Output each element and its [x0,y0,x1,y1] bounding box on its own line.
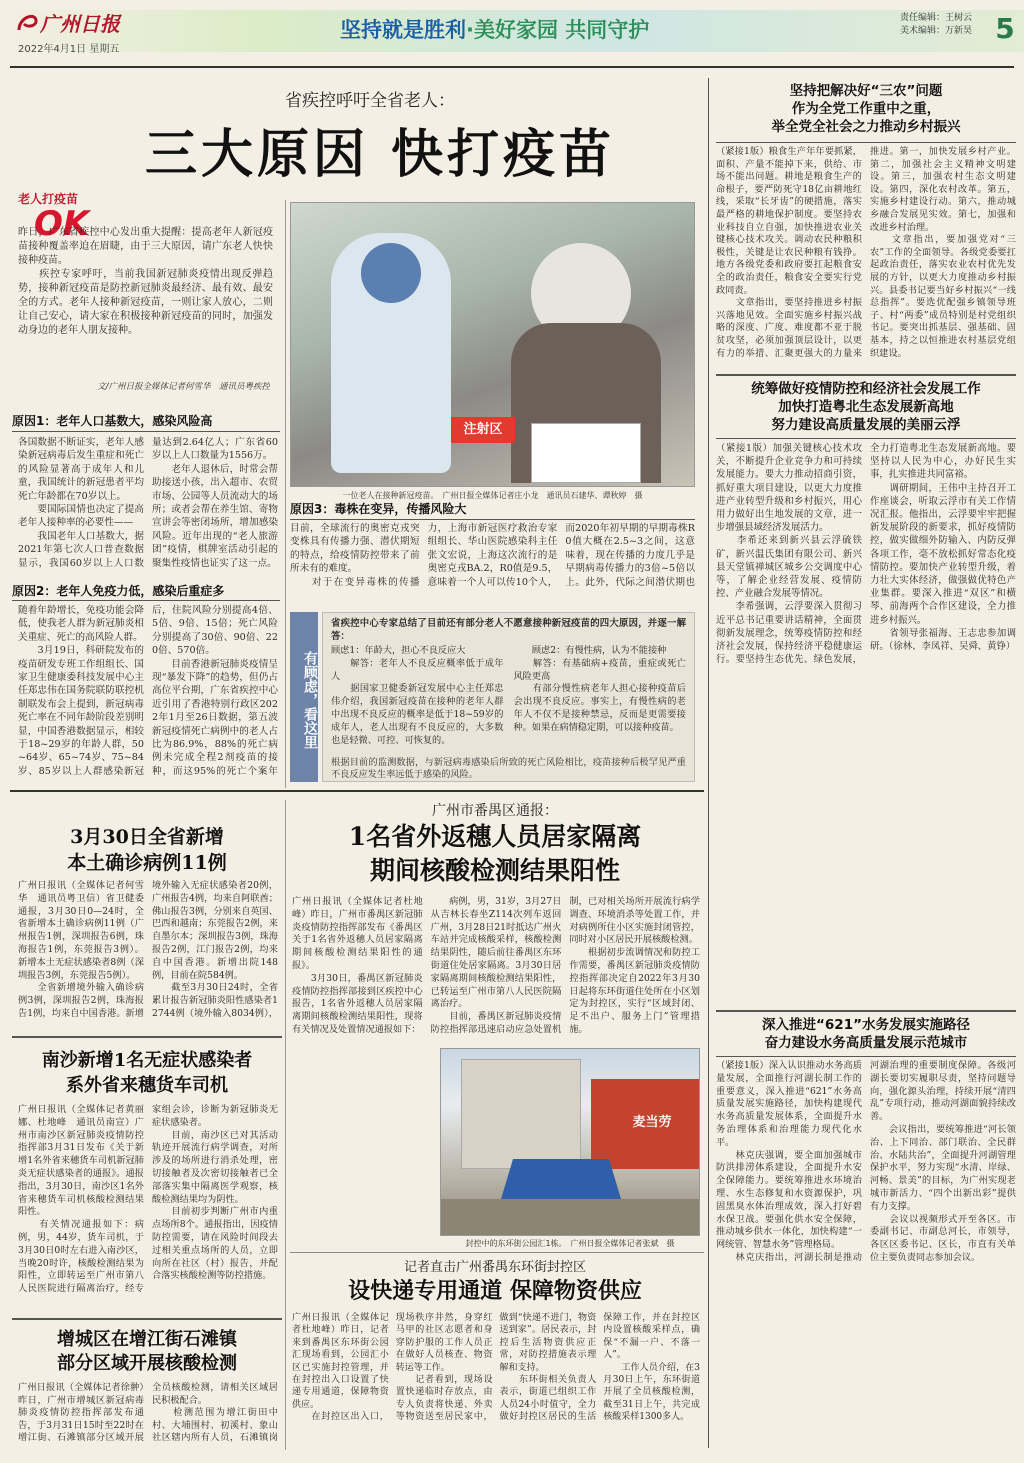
sannong-text: （紧接1版）粮食生产年年要抓紧，面积、产量不能掉下来，供给、市场不能出问题。耕地是粮食生产的命根子，要严防死守18亿亩耕地红线，采取“长牙齿”的硬措施，落实最严格的耕地保护制度。要坚持农业科技自立自强，加快推进农业关键核心技术攻关。调动农民种粮积极性，关键是让农民种粮有钱挣。地方各级党委和政府要扛起粮食安全的政治责任，粮食安全要实行党政同责。 文章指出，要坚持推进乡村振兴落地见效。全面实施乡村振兴战略的深度、广度、难度都不亚于脱贫攻坚，必须加强顶层设计，以更有力的举措、汇聚更强大的力量来推进。第一，加快发展乡村产业。第二，加强社会主义精神文明建设。第三，加强农村生态文明建设。第四，深化农村改革。第五，实施乡村建设行动。第六，推动城乡融合发展见实效。第七，加强和改进乡村治理。 文章指出，要加强党对“三农”工作的全面领导。各级党委要扛起政治责任，落实农业农村优先发展的方针，以更大力度推动乡村振兴。县委书记要当好乡村振兴“一线总指挥”。要选优配强乡镇领导班子、村“两委”成员特别是村党组织书记。要突出抓基层、强基础、固基本，持之以恒推进农村基层党组织建设。 [716,146,1016,359]
masthead [0,0,1024,66]
editors: 责任编辑：王树云 美术编辑：万新昊 [900,13,973,36]
vaccination-photo [290,202,695,487]
reason3-title: 原因3：毒株在变异，传播风险大 [290,502,467,516]
zengcheng-text: 广州日报讯（全媒体记者徐翀）昨日，广州市增城区新冠病毒肺炎疫情防控指挥部发布通告，于3月31日15时至22时在增江街、石滩镇部分区域开展全员核酸检测，请相关区域居民积极配合。 检测范围为增江街田中村、大埔围村、初溪村、象山社区辖内所有人员，石滩镇岗 [18,1382,278,1444]
ecology-text: （紧接1版）加强关键核心技术攻关，不断提升企业竞争力和可持续发展能力。要大力推动招商引资，抓好重大项目建设，以更大力度推进产业转型升级和乡村振兴，用心用力做好出生地发展的文章，进一步增强县域经济发展活力。 李希还来到新兴县云浮硫铁矿，新兴温氏集团有限公司、新兴县天堂镇禅城区城乡公交调度中心等，了解企业经营发展、疫情防控、产业融合发展等情况。 李希强调，云浮要深入贯彻习近平总书记重要讲话精神，全面贯彻新发展理念，统筹疫情防控和经济社会发展，保持经济平稳健康运行。要坚持生态优先、绿色发展，全力打造粤北生态发展新高地。要坚持以人民为中心，办好民生实事，扎实推进共同富裕。 调研期间，王伟中主持召开工作座谈会，听取云浮市有关工作情况汇报。他指出，云浮要牢牢把握新发展阶段的新要求，抓好疫情防控，做实做细外防输入、内防反弹各项工作，毫不放松抓好常态化疫情防控。要加快产业转型升级，着力壮大实体经济，做强做优特色产业集群。要深入推进“双区”和横琴、前海两个合作区建设，全力推进乡村振兴。 省领导张福海、王志忠参加调研。（徐林、李凤祥、吴舜、黄铮） [716,443,1016,666]
reason2-text: 随着年龄增长，免疫功能会降低，使我老人群为新冠肺炎相关重症、死亡的高风险人群。 3月19日，科研院发布的疫苗研发专班工作组组长、国家卫生健康委科技发展中心主任郑忠伟在国务院联防联控机制联发布会上提到，新冠病毒死亡率在不同年龄阶段差别明显，中国香港数据显示，相较于18~29岁的年龄人群，50~64岁、65~74岁、75~84岁、85岁以上人群感染新冠后，住院风险分别提高4倍、5倍、9倍、15倍；死亡风险分别提高了30倍、90倍、220倍、570倍。 目前香港新冠肺炎疫情呈现“暴发下降”的趋势，但仍占高位平台期，广东省疾控中心近引用了香港特别行政区2022年1月至26日数据，第五波新冠疫情死亡病例中的老人占比为86.9%，88%的死亡病例未完成全程2剂疫苗的接种，而这95%的死亡个案年 [18,605,278,777]
express-kicker: 记者直击广州番禺东环街封控区 [403,1260,586,1275]
vaccination-photo-caption: 一位老人在接种新冠疫苗。 广州日报全媒体记者庄小龙 通讯员石建华、谭秋婷 摄 [342,491,643,500]
shop-sign: 麦当劳 [632,1115,672,1130]
panyu-kicker: 广州市番禺区通报： [432,803,558,819]
faq-sidebar-label: 有顾虑，看这里 [290,612,318,782]
express-headline: 设快递专用通道 保障物资供应 [348,1278,642,1304]
vaccine-headline: 三大原因 快打疫苗 [144,124,616,182]
nansha-text: 广州日报讯（全媒体记者黄丽娜、杜地峰 通讯员南宣）广州市南沙区新冠肺炎疫情防控指挥部3月31日发布《关于新增1名外省来穗货车司机新冠肺炎无症状感染者的通报》。通报指出，3月30日，南沙区1名外省来穗货车司机核酸检测结果阳性。 有关情况通报如下：病例，男，44岁，货车司机，于3月30日0时左右进入南沙区，当晚20时许，核酸检测结果为阳性，立即转运至广州市第八人民医院进行隔离治疗，经专家组会诊，诊断为新冠肺炎无症状感染者。 目前，南沙区已对其活动轨迹开展流行病学调查，对所涉及的场所进行消杀处理，密切接触者及次密切接触者已全部落实集中隔离医学观察，核酸检测结果均为阴性。 目前初步判断广州市内重点场所8个。通报指出，因疫情防控需要，请在风险时间段去过相关重点场所的人员，立即向所在社区（村）报告，并配合落实核酸检测等防控措施。 [18,1104,278,1295]
faq-text: 顾虑1：年龄大，担心不良反应大 解答：老年人不良反应概率低于成年人 据国家卫健委新冠发展中心主任郑忠伟介绍，我国新冠疫苗在接种的老年人群中出现不良反应的概率是低于18~59岁的成年人，老人出现有不良反应的，大多数也是轻微、可控、可恢复的。 顾虑2：有慢性病，认为不能接种 解答：有基础病+疫苗，重症或死亡风险更高 有部分慢性病老年人担心接种疫苗后会出现不良反应。事实上，有慢性病的老年人不仅不是接种禁忌，反而是更需要接种。如果在病情稳定期，可以接种疫苗。 [331,645,686,746]
issue-date: 2022年4月1日 星期五 [18,44,120,55]
sannong-headline: 坚持把解决好“三农”问题 作为全党工作重中之重， 举全党全社会之力推动乡村振兴 [771,83,961,135]
zengcheng-headline: 增城区在增江街石滩镇 部分区域开展核酸检测 [57,1329,237,1374]
panyu-headline: 1名省外返穗人员居家隔离 期间核酸检测结果阳性 [348,822,642,885]
vaccine-kicker: 省疾控呼吁全省老人： [285,91,455,111]
nansha-headline: 南沙新增1名无症状感染者 系外省来穗货车司机 [41,1050,253,1096]
ecology-headline: 统筹做好疫情防控和经济社会发展工作 加快打造粤北生态发展新高地 努力建设高质量发展的美丽云浮 [751,381,981,433]
logo-emblem-icon [16,10,38,34]
newcases-text: 广州日报讯（全媒体记者何雪华 通讯员粤卫信）省卫健委通报，3月30日0—24时，全省新增本土确诊病例11例（广州报告1例，深圳报告6例，珠海报告1例，东莞报告3例）。新增本土无症状感染者8例（深圳报告3例，东莞报告5例）。 全省新增境外输入确诊病例3例，深圳报告2例，珠海报告1例，均来自中国香港。新增境外输入无症状感染者20例，广州报告4例，均来自阿联酋；佛山报告3例，分别来自英国、巴西和越南；东莞报告2例，来自墨尔本；深圳报告3例，珠海报告2例，江门报告2例，均来自中国香港。新增出院148例，目前在院584例。 截至3月30日24时，全省累计报告新冠肺炎阳性感染者12744例（境外输入8034例）， [18,880,278,1019]
faq-note: 根据目前的监测数据，与新冠病毒感染后所致的死亡风险相比，疫苗接种后极罕见严重不良反应发生率远低于感染的风险。 [331,757,686,780]
newcases-headline: 3月30日全省新增 本土确诊病例11例 [67,826,227,874]
injection-sign: 注射区 [451,417,515,443]
express-text: 广州日报讯（全媒体记者杜地峰）昨日，记者来到番禺区东环街公园汇现场看到，公园汇小区已实施封控管理，并在封控出入口设置了快递专用通道，保障物资供应。 在封控区出入口，现场秩序井然，身穿红马甲的社区志愿者和身穿防护服的工作人员正在做好人员核查、物资转运等工作。 记者看到，现场设置快递临时存放点，由专人负责将快递、外卖等物资送至居民家中，做到“快递不进门，物资送到家”。居民表示，封控后生活物资供应正常，对防控措施表示理解和支持。 东环街相关负责人表示，街道已组织工作人员24小时值守，全力做好封控区居民的生活保障工作，并在封控区内设置核酸采样点，确保“不漏一户、不落一人”。 工作人员介绍，在3月30日上午，东环街道开展了全员核酸检测，截至31日上午，共完成核酸采样1300多人。 [292,1313,700,1423]
lockdown-photo [440,1048,700,1236]
page-number: 5 [995,12,1015,44]
reason1-title: 原因1：老年人口基数大，感染风险高 [12,414,213,428]
reason3-text: 目前，全球流行的奥密克戎突变株具有传播力强、潜伏期短的特点，给疫情防控带来了前所未有的难度。 对于在变异毒株的传播力，上海市新冠医疗救治专家组组长、华山医院感染科主任张文宏说，上海这次流行的是奥密克戎BA.2，R0值是9.5，意味着一个人可以传10个人，而2020年初早期的早期毒株R0值大概在2.5~3之间，这意味着，现在传播的力度几乎是早期病毒传播力的3倍~5倍以上。此外，代际之间潜伏期也 [290,523,695,588]
water-headline: 深入推进“621”水务发展实施路径 奋力建设水务高质量发展示范城市 [762,1017,970,1051]
water-text: （紧接1版）深入认识推动水务高质量发展，全面推行河湖长制工作的重要意义，深入推进“621”水务高质量发展实施路径，加快构建现代水务高质量发展体系，全面提升水务治理体系和治理能力现代化水平。 林克庆强调，要全面加强城市防洪排涝体系建设，全面提升水安全保障能力。要统筹推进水环境治理、水生态修复和水资源保护，巩固黑臭水体治理成效，深入打好碧水保卫战。要强化供水安全保障，推动城乡供水一体化，加快构建“一网统管、智慧水务”管理格局。 林克庆指出，河湖长制是推动河湖治理的重要制度保障。各级河湖长要切实履职尽责，坚持问题导向，强化源头治理，持续开展“清四乱”专项行动，推动河湖面貌持续改善。 会议指出，要统筹推进“河长领治、上下同治、部门联治、全民群治、水陆共治”，全面提升河湖管理保护水平，努力实现“水清、岸绿、河畅、景美”的目标，为广州实现老城市新活力、“四个出新出彩”提供有力支撑。 会议以视频形式开至各区。市委副书记、市副总河长，市领导，各区区委书记、区长，市直有关单位主要负责同志参加会议。 [716,1060,1016,1263]
reason2-title: 原因2：老年人免疫力低，感染后重症多 [12,584,225,598]
logo: 广州日报 [16,8,146,36]
vaccine-byline: 文/广州日报全媒体记者何雪华 通讯员粤疾控 [97,382,270,392]
slogan: 坚持就是胜利·美好家园 共同守护 [340,18,650,42]
faq-intro: 省疾控中心专家总结了目前还有部分老人不愿意接种新冠疫苗的四大原因，并逐一解答： [331,618,686,643]
lockdown-photo-caption: 封控中的东环街公园汇1栋。 广州日报全媒体记者张斌 摄 [465,1239,675,1248]
masthead-rule [10,66,1014,68]
panyu-text: 广州日报讯（全媒体记者杜地峰）昨日，广州市番禺区新冠肺炎疫情防控指挥部发布《番禺区关于1名省外返穗人员居家隔离期间核酸检测结果阳性的通报》。 3月30日，番禺区新冠肺炎疫情防控指挥部接到区疾控中心报告，1名省外返穗人员居家隔离期间核酸检测结果阳性，现将有关情况及处置情况通报如下： 病例，男，31岁，3月27日从吉林长春坐Z114次列车返回广州，3月28日21时抵达广州火车站并完成核酸采样，核酸检测结果阴性，随后前往番禺区东环街道住处居家隔离。3月30日居家隔离期间核酸检测结果阳性，已转运至广州市第八人民医院隔离治疗。 目前，番禺区新冠肺炎疫情防控指挥部迅速启动应急处置机制，已对相关场所开展流行病学调查、环境消杀等处置工作，并对病例所住小区实施封闭管控，同时对小区居民开展核酸检测。 根据初步流调情况和防控工作需要，番禺区新冠肺炎疫情防控指挥部决定自2022年3月30日起将东环街道住处所在小区划定为封控区，实行“区域封闭、足不出户、服务上门”管理措施。 [292,896,700,1035]
vaccine-badge: 老人打疫苗 OK [18,192,90,244]
faq-box [322,612,695,782]
vaccine-lead: 昨日，广东省疾控中心发出重大提醒：提高老年人新冠疫苗接种覆盖率迫在眉睫，由于三大原因，请广东老人快快接种疫苗。 疾控专家呼吁，当前我国新冠肺炎疫情出现反弹趋势，接种新冠疫苗是防控新冠肺炎最经济、最有效、最安全的方式。老年人接种新冠疫苗，一则让家人放心，二则让自己安心，请大家在积极接种新冠疫苗的同时，加强发动身边的老年人朋友接种。 [18,227,273,336]
panyu-text-left [292,1050,434,1240]
reason1-text: 各国数据不断证实，老年人感染新冠病毒后发生重症和死亡的风险显著高于成年人和儿童，我国统计的新冠患者平均死亡年龄都在70岁以上。 要国际国情也决定了提高老年人接种率的必要性—— 我国老年人口基数大，据2021年第七次人口普查数据显示，我国60岁以上人口数量达到2.64亿人；广东省60岁以上人口数量为1556万。 老年人退休后，时常会帮助接送小孩，出入超市、农贸市场、公园等人员流动大的场所；或者会帮在养生馆、寄物宣讲会等密闭场所，增加感染风险。近年出现的“老人旅游团”疫情，棋牌室活动引起的聚集性疫情也证实了这一点。 [18,437,278,569]
